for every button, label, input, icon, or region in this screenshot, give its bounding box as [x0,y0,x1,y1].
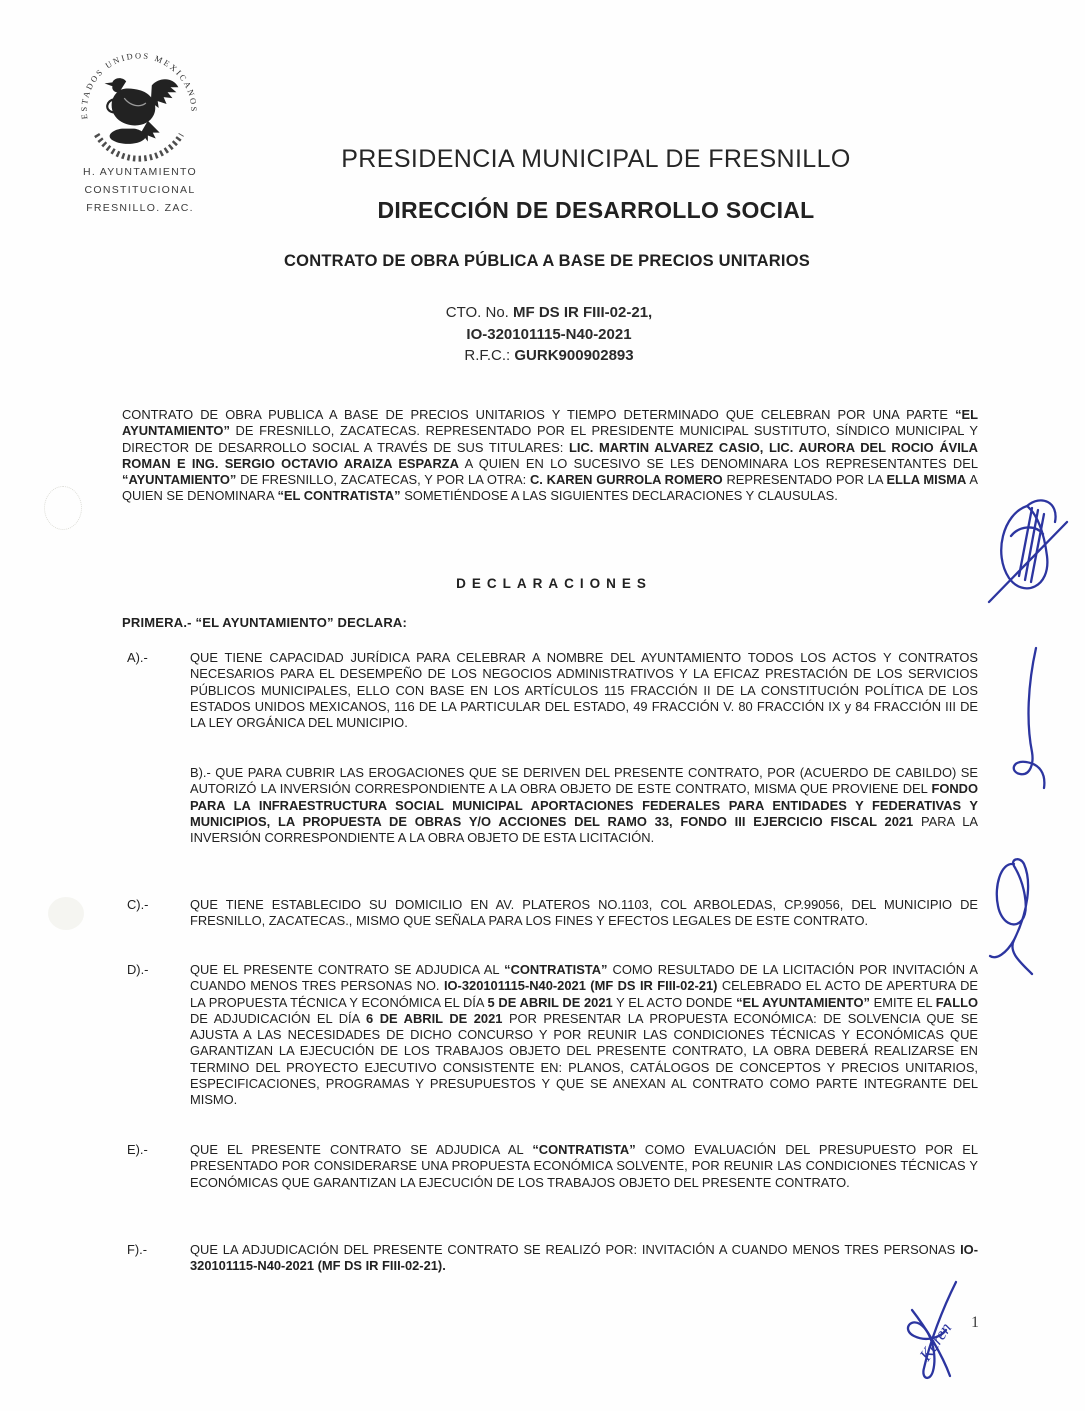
org-line-1: H. AYUNTAMIENTO [82,166,197,178]
signature-name-text: Karen [915,1319,956,1365]
margin-signature-1 [983,492,1073,610]
cto-number-line: CTO. No. MF DS IR FIII-02-21, [445,304,653,321]
organization-name [58,163,222,217]
primera-heading: PRIMERA.- “EL AYUNTAMIENTO” DECLARA: [122,615,408,630]
declaration-item [122,1242,978,1275]
declaration-item [122,765,978,846]
eagle-icon [105,78,179,144]
io-number-line: IO-320101115-N40-2021 [466,325,632,343]
seal-arc-text: ESTADOS UNIDOS MEXICANOS [79,51,199,120]
item-letter: E).- [127,1142,148,1157]
declaration-item [122,897,978,930]
item-text: QUE EL PRESENTE CONTRATO SE ADJUDICA AL “CONTRATISTA” COMO EVALUACIÓN DEL PRESUPUESTO POR EL PRESENTADO POR CONSIDERARSE UNA PROPUESTA ECONÓMICA SOLVENTE, POR REUNIR LAS CONDICIONES TÉCNICAS Y ECONÓMICAS QUE GARANTIZAN LA EJECUCIÓN DE LOS TRABAJOS OBJETO DEL PRESENTE CONTRATO. [190,1142,978,1190]
item-letter [122,765,190,846]
item-text: QUE EL PRESENTE CONTRATO SE ADJUDICA AL “CONTRATISTA” COMO RESULTADO DE LA LICITACIÓN POR INVITACIÓN A CUANDO MENOS TRES PERSONAS NO. IO-320101115-N40-2021 (MF DS IR FIII-02-21) CELEBRADO EL ACTO DE APERTURA DE LA PROPUESTA TÉCNICA Y ECONÓMICA EL DÍA 5 DE ABRIL DE 2021 Y EL ACTO DONDE “EL AYUNTAMIENTO” EMITE EL FALLO DE ADJUDICACIÓN EL DÍA 6 DE ABRIL DE 2021 POR PRESENTAR LA PROPUESTA ECONÓMICA: DE SOLVENCIA QUE SE AJUSTA A LAS NECESIDADES DE DICHO CONCURSO Y POR REUNIR LAS CONDICIONES TÉCNICAS Y ECONÓMICAS QUE GARANTIZAN LA EJECUCIÓN DE LOS TRABAJOS OBJETO DEL PRESENTE CONTRATO, LA OBRA DEBERÁ REALIZARSE EN TERMINO DEL PROYECTO EJECUTIVO CONSISTENTE EN: PLANOS, CATÁLOGOS DE CONCEPTOS Y PRECIOS UNITARIOS, ESPECIFICACIONES, PROGRAMAS Y PRESUPUESTOS Y QUE SE ANEXAN AL CONTRATO COMO PARTE INTEGRANTE DEL MISMO. [190,962,978,1108]
national-seal-logo [72,42,206,170]
faint-stamp-mark [48,897,84,930]
rfc-line: R.F.C.: GURK900902893 [464,347,634,364]
department-title: DIRECCIÓN DE DESARROLLO SOCIAL [377,197,815,223]
page-number: 1 [971,1314,979,1331]
item-letter: D).- [127,962,149,977]
item-letter: F).- [127,1242,148,1257]
page-title: PRESIDENCIA MUNICIPAL DE FRESNILLO [341,145,851,173]
faint-stamp-mark [44,486,82,530]
item-letter: C).- [127,897,149,912]
org-line-3: FRESNILLO. ZAC. [86,202,194,214]
declaration-item [122,1142,978,1191]
contract-title: CONTRATO DE OBRA PÚBLICA A BASE DE PRECIOS UNITARIOS [284,252,810,270]
org-line-2: CONSTITUCIONAL [84,184,196,196]
declarations-heading: DECLARACIONES [456,576,652,591]
item-text: QUE TIENE ESTABLECIDO SU DOMICILIO EN AV. PLATEROS NO.1103, COL ARBOLEDAS, CP.99056, DEL MUNICIPIO DE FRESNILLO, ZACATECAS., MISMO QUE SEÑALA PARA LOS FINES Y EFECTOS LEGALES DE ESTE CONTRATO. [190,897,978,929]
item-text: B).- QUE PARA CUBRIR LAS EROGACIONES QUE SE DERIVEN DEL PRESENTE CONTRATO, POR (ACUERDO DE CABILDO) SE AUTORIZÓ LA INVERSIÓN CORRESPONDIENTE A LA OBRA OBJETO DE ESTE CONTRATO, MISMA QUE PROVIENE DEL FONDO PARA LA INFRAESTRUCTURA SOCIAL MUNICIPAL APORTACIONES FEDERALES PARA ENTIDADES Y FEDERATIVAS Y MUNICIPIOS, LA PROPUESTA DE OBRAS Y/O ACCIONES DEL RAMO 33, FONDO III EJERCICIO FISCAL 2021 PARA LA INVERSIÓN CORRESPONDIENTE A LA OBRA OBJETO DE ESTA LICITACIÓN. [190,765,978,846]
item-text: QUE TIENE CAPACIDAD JURÍDICA PARA CELEBRAR A NOMBRE DEL AYUNTAMIENTO TODOS LOS ACTOS Y CONTRATOS NECESARIOS PARA EL DESEMPEÑO DE LOS NEGOCIOS ADMINISTRATIVOS Y LA EFICAZ PRESTACIÓN DE LOS SERVICIOS PÚBLICOS MUNICIPALES, ELLO CON BASE EN LOS ARTÍCULOS 115 FRACCIÓN II DE LA CONSTITUCIÓN POLÍTICA DE LOS ESTADOS UNIDOS MEXICANOS, 116 DE LA PARTICULAR DEL ESTADO, 49 FRACCIÓN V. 80 FRACCIÓN IX y 84 FRACCIÓN III DE LA LEY ORGÁNICA DEL MUNICIPIO. [190,650,978,731]
item-letter: A).- [127,650,148,665]
contract-numbers [0,302,1085,367]
item-text: QUE LA ADJUDICACIÓN DEL PRESENTE CONTRATO SE REALIZÓ POR: INVITACIÓN A CUANDO MENOS TRES PERSONAS IO-320101115-N40-2021 (MF DS IR FIII-02-21). [190,1242,978,1274]
margin-signature-2 [1002,642,1054,790]
declaration-item [122,962,978,1109]
declaration-item [122,650,978,731]
margin-signature-3 [984,854,1046,980]
intro-paragraph: CONTRATO DE OBRA PUBLICA A BASE DE PRECIOS UNITARIOS Y TIEMPO DETERMINADO QUE CELEBRAN POR UNA PARTE “EL AYUNTAMIENTO” DE FRESNILLO, ZACATECAS. REPRESENTADO POR EL PRESIDENTE MUNICIPAL SUSTITUTO, SÍNDICO MUNICIPAL Y DIRECTOR DE DESARROLLO SOCIAL A TRAVÉS DE SUS TITULARES: LIC. MARTIN ALVAREZ CASIO, LIC. AURORA DEL ROCIO ÁVILA ROMAN E ING. SERGIO OCTAVIO ARAIZA ESPARZA A QUIEN EN LO SUCESIVO SE LES DENOMINARA LOS REPRESENTANTES DEL “AYUNTAMIENTO” DE FRESNILLO, ZACATECAS, Y POR LA OTRA: C. KAREN GURROLA ROMERO REPRESENTADO POR LA ELLA MISMA A QUIEN SE DENOMINARA “EL CONTRATISTA” SOMETIÉNDOSE A LAS SIGUIENTES DECLARACIONES Y CLAUSULAS. [122,407,978,504]
contractor-signature [888,1276,980,1384]
